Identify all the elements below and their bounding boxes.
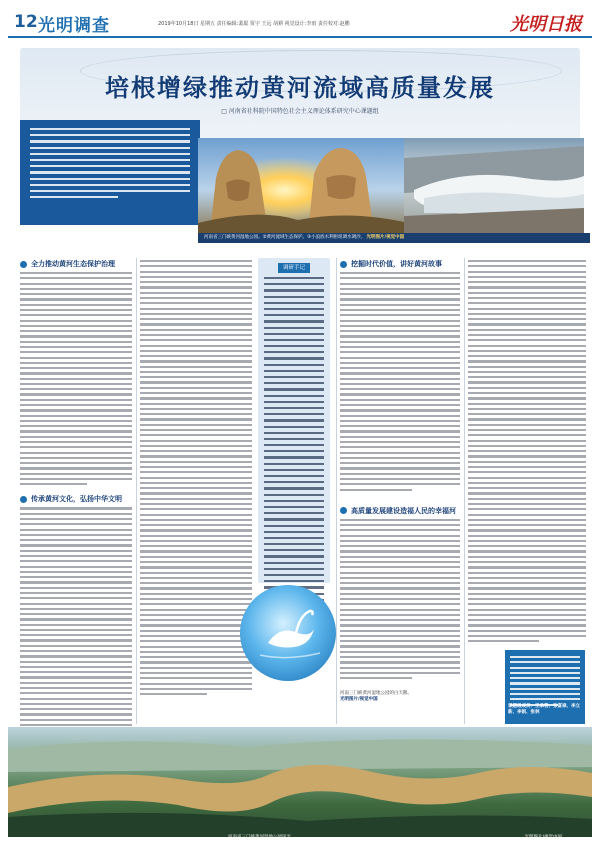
photo-caption-source: 光明图片/视觉中国 <box>366 235 405 240</box>
river-photo-caption <box>8 832 592 842</box>
section-heading-1 <box>20 258 132 270</box>
body-text <box>20 507 132 731</box>
river-caption-left: 河南省三门峡黄河湿地公园风光 <box>228 835 291 840</box>
lead-paragraph <box>20 120 200 225</box>
column-rule <box>136 258 137 724</box>
article-col-3 <box>340 258 460 682</box>
article-col-1 <box>20 258 132 735</box>
byline-text: 课题组成员：王承哲、张富禄、李立新、李娟、张林 <box>508 704 580 715</box>
heading-bullet-icon <box>20 261 27 268</box>
photo-stone-statues <box>198 138 404 233</box>
sidebar-box <box>258 258 330 583</box>
section-heading-text: 高质量发展建设造福人民的幸福河 <box>351 506 456 515</box>
page-number: 12 <box>14 12 38 32</box>
body-text <box>20 272 132 485</box>
section-heading-text: 挖掘时代价值，讲好黄河故事 <box>351 260 442 268</box>
photo-swan-circle <box>240 585 336 681</box>
swan-caption-source: 光明图片/视觉中国 <box>340 697 378 702</box>
column-rule <box>336 258 337 724</box>
body-text <box>340 519 460 680</box>
body-text <box>140 260 252 695</box>
issue-meta: 2019年10月18日 星期五 责任编辑:裴聪 贾宇 王远 胡耕 视觉设计:李雨 责任校对:赵鹏 <box>158 21 350 27</box>
article-col-2 <box>140 258 252 698</box>
section-title: 光明调查 <box>38 16 110 36</box>
photo-river-panorama <box>8 727 592 837</box>
heading-bullet-icon <box>20 496 27 503</box>
section-heading-4 <box>340 505 460 517</box>
column-rule <box>464 258 465 724</box>
article-col-4 <box>468 258 586 646</box>
photo-caption-text: 河南省三门峡黄河湿地公园。②黄河流域生态保护。③小浪底水利枢纽调水调沙。 <box>204 235 366 240</box>
swan-caption-text: 河南三门峡黄河湿地公园的白天鹅。 <box>340 691 412 696</box>
section-heading-3 <box>340 258 460 270</box>
body-text <box>468 260 586 642</box>
section-heading-text: 传承黄河文化，弘扬中华文明 <box>31 495 122 504</box>
photo-dam-spillway <box>404 138 584 233</box>
section-heading-text: 全力推动黄河生态保护治理 <box>31 260 115 268</box>
section-heading-2 <box>20 493 132 505</box>
body-text <box>340 272 460 491</box>
photo-caption-bar <box>198 233 590 243</box>
heading-bullet-icon <box>340 261 347 268</box>
sidebar-heading: 调研手记 <box>278 263 310 273</box>
heading-bullet-icon <box>340 507 347 514</box>
masthead <box>8 14 592 38</box>
page-title: 培根增绿推动黄河流域高质量发展 <box>105 73 495 102</box>
newspaper-logo: 光明日报 <box>510 14 582 35</box>
byline-box-text <box>505 652 585 706</box>
author-line: □ 河南省社科院中国特色社会主义理论体系研究中心课题组 <box>221 108 379 115</box>
river-caption-right: 光明图片/视觉中国 <box>524 835 562 840</box>
swan-photo-caption <box>340 690 490 702</box>
